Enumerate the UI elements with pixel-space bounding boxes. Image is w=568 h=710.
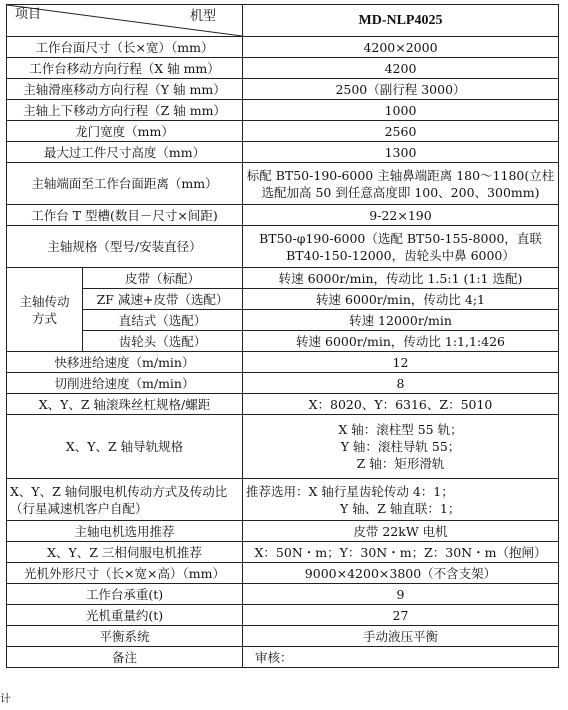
- spec-row: [7, 163, 559, 205]
- spec-row: [7, 226, 559, 268]
- spec-row: [7, 394, 559, 415]
- spec-label: X、Y、Z 轴滚珠丝杠规格/螺距: [7, 394, 243, 415]
- header-row: [7, 5, 559, 37]
- spec-value: 1300: [243, 142, 559, 163]
- drive-type: ZF 减速+皮带（选配）: [83, 289, 243, 310]
- spec-row: [7, 605, 559, 626]
- drive-row: [7, 268, 559, 289]
- spec-label: 龙门宽度（mm）: [7, 121, 243, 142]
- model-name: MD-NLP4025: [243, 5, 559, 37]
- spec-table: [6, 4, 559, 668]
- remark-row: [7, 647, 559, 668]
- spec-label: 工作台承重(t): [7, 584, 243, 605]
- spec-label: 主轴电机选用推荐: [7, 521, 243, 542]
- drive-type: 齿轮头（选配）: [83, 331, 243, 352]
- spec-value: 2560: [243, 121, 559, 142]
- spec-row: [7, 121, 559, 142]
- servo-line: Y 轴、Z 轴直联：1；: [340, 500, 461, 516]
- servo-value: [243, 479, 559, 521]
- spec-label: 快移进给速度（m/min）: [7, 352, 243, 373]
- spec-label: 工作台 T 型槽(数目－尺寸×间距): [7, 205, 243, 226]
- spec-row: [7, 626, 559, 647]
- guide-line: Y 轴：滚柱导轨 55；: [340, 439, 461, 454]
- header-diagonal-cell: [7, 5, 243, 37]
- spec-row: [7, 100, 559, 121]
- remark-label: 备注: [7, 647, 243, 668]
- footer-mark: 计: [0, 692, 11, 705]
- spec-row: [7, 79, 559, 100]
- servo-label: X、Y、Z 轴伺服电机传动方式及传动比（行星减速机客户自配）: [7, 479, 243, 521]
- remark-value: 审核：: [243, 647, 559, 668]
- spec-value: 8: [243, 373, 559, 394]
- spec-value: 9000×4200×3800（不含支架）: [243, 563, 559, 584]
- spec-value: 27: [243, 605, 559, 626]
- spec-row: [7, 142, 559, 163]
- spec-row: [7, 37, 559, 58]
- header-item-label: 项目: [15, 7, 42, 22]
- drive-value: 转速 6000r/min，传动比 4;1: [243, 289, 559, 310]
- guide-row: [7, 415, 559, 479]
- spec-value: 9-22×190: [243, 205, 559, 226]
- spec-value: X：50N・m；Y：30N・m；Z：30N・m（抱闸）: [243, 542, 559, 563]
- spec-value: 手动液压平衡: [243, 626, 559, 647]
- guide-line: X 轴：滚柱型 55 轨；: [338, 422, 463, 437]
- spec-row: [7, 373, 559, 394]
- drive-value: 转速 12000r/min: [243, 310, 559, 331]
- spec-value: 皮带 22kW 电机: [243, 521, 559, 542]
- spec-label: 光机重量约(t): [7, 605, 243, 626]
- spec-label: X、Y、Z 三相伺服电机推荐: [7, 542, 243, 563]
- drive-row: [7, 289, 559, 310]
- spec-label: 主轴滑座移动方向行程（Y 轴 mm）: [7, 79, 243, 100]
- spec-value: BT50-φ190-6000（选配 BT50-155-8000，直联 BT40-150-12000，齿轮头中鼻 6000）: [243, 226, 559, 268]
- guide-line: Z 轴：矩形滑轨: [356, 456, 445, 471]
- drive-group-label: 主轴传动方式: [7, 268, 83, 352]
- spec-value: 4200: [243, 58, 559, 79]
- spec-label: 光机外形尺寸（长×宽×高）（mm）: [7, 563, 243, 584]
- drive-row: [7, 331, 559, 352]
- spec-label: 主轴端面至工作台面距离（mm）: [7, 163, 243, 205]
- spec-label: 平衡系统: [7, 626, 243, 647]
- spec-value: 1000: [243, 100, 559, 121]
- guide-value: [243, 415, 559, 479]
- spec-row: [7, 563, 559, 584]
- spec-label: 主轴上下移动方向行程（Z 轴 mm）: [7, 100, 243, 121]
- guide-label: X、Y、Z 轴导轨规格: [7, 415, 243, 479]
- drive-row: [7, 310, 559, 331]
- header-model-label: 机型: [189, 9, 216, 24]
- drive-type: 直结式（选配）: [83, 310, 243, 331]
- spec-label: 切削进给速度（m/min）: [7, 373, 243, 394]
- spec-value: 9: [243, 584, 559, 605]
- spec-label: 最大过工件尺寸高度（mm）: [7, 142, 243, 163]
- spec-value: X：8020、Y：6316、Z：5010: [243, 394, 559, 415]
- spec-row: [7, 521, 559, 542]
- spec-value: 标配 BT50-190-6000 主轴鼻端距离 180～1180(立柱选配加高 50 到任意高度即 100、200、300mm): [243, 163, 559, 205]
- spec-row: [7, 58, 559, 79]
- servo-row: [7, 479, 559, 521]
- spec-label: 工作台面尺寸（长×宽）（mm）: [7, 37, 243, 58]
- spec-value: 4200×2000: [243, 37, 559, 58]
- spec-row: [7, 205, 559, 226]
- spec-value: 2500（副行程 3000）: [243, 79, 559, 100]
- servo-line: 推荐选用：X 轴行星齿轮传动 4：1；: [246, 483, 454, 499]
- drive-value: 转速 6000r/min，传动比 1:1,1:426: [243, 331, 559, 352]
- spec-row: [7, 352, 559, 373]
- spec-label: 主轴规格（型号/安装直径）: [7, 226, 243, 268]
- spec-label: 工作台移动方向行程（X 轴 mm）: [7, 58, 243, 79]
- spec-value: 12: [243, 352, 559, 373]
- spec-row: [7, 584, 559, 605]
- drive-type: 皮带（标配）: [83, 268, 243, 289]
- drive-value: 转速 6000r/min，传动比 1.5:1 (1:1 选配): [243, 268, 559, 289]
- spec-row: [7, 542, 559, 563]
